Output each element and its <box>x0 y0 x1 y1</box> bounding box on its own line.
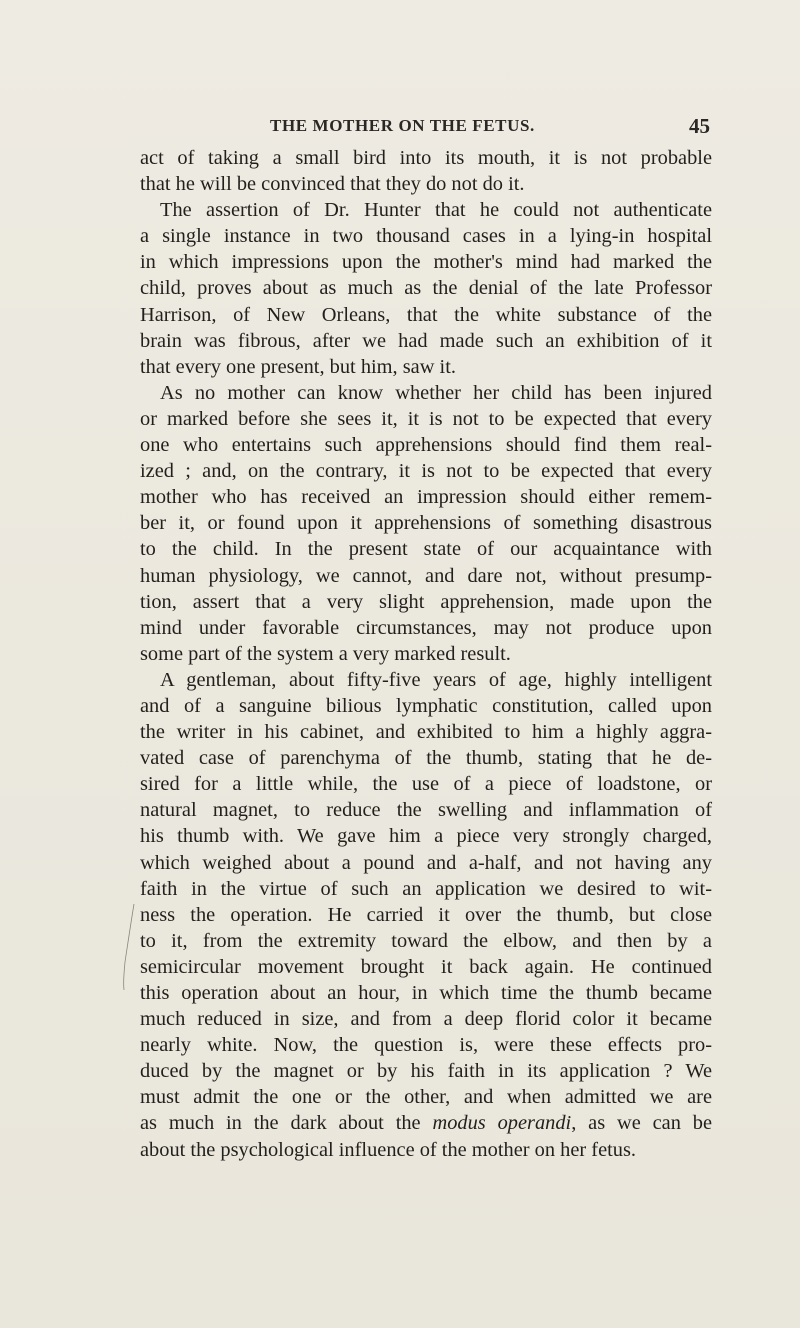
text-line-33: much reduced in size, and from a deep florid color it became <box>140 1008 712 1031</box>
text-line-37 <box>140 1110 712 1136</box>
italic-term: modus operandi <box>432 1112 572 1135</box>
text-line-35: duced by the magnet or by his faith in its application ? We <box>140 1060 712 1083</box>
text-line-4: in which impressions upon the mother's mind had marked the <box>140 251 712 274</box>
text-line-38: about the psychological influence of the mother on her fetus. <box>140 1138 637 1161</box>
text-line-29: ness the operation. He carried it over the thumb, but close <box>140 903 712 926</box>
text-line-19: some part of the system a very marked result. <box>140 642 511 665</box>
text-line-34: nearly white. Now, the question is, were these effects pro- <box>140 1034 712 1057</box>
text-line-7: brain was fibrous, after we had made such an exhibition of it <box>140 329 712 352</box>
text-line-16: human physiology, we cannot, and dare not, without presump- <box>140 564 712 587</box>
text-line-30: to it, from the extremity toward the elbow, and then by a <box>140 929 712 952</box>
text-line-10: or marked before she sees it, it is not to be expected that every <box>140 407 712 430</box>
text-line-0: act of taking a small bird into its mouth, it is not probable <box>140 147 712 169</box>
text-line-3: a single instance in two thousand cases in a lying-in hospital <box>140 225 712 248</box>
text-line-13: mother who has received an impression should either remem- <box>140 486 712 509</box>
text-line-27: which weighed about a pound and a-half, and not having any <box>140 851 712 874</box>
body-text <box>140 145 712 1163</box>
text-line-17: tion, assert that a very slight apprehension, made upon the <box>140 590 712 613</box>
text-line-32: this operation about an hour, in which time the thumb became <box>140 982 712 1004</box>
text-line-15: to the child. In the present state of our acquaintance with <box>140 538 712 561</box>
text-line-6: Harrison, of New Orleans, that the white substance of the <box>140 303 712 326</box>
text-line-21: and of a sanguine bilious lymphatic constitution, called upon <box>140 694 712 717</box>
text-line-31: semicircular movement brought it back again. He continued <box>140 955 712 978</box>
text-line-24: sired for a little while, the use of a piece of loadstone, or <box>140 773 712 796</box>
text-fragment: , as we can be <box>571 1112 713 1135</box>
text-line-25: natural magnet, to reduce the swelling and inflammation of <box>140 799 712 822</box>
text-line-9: As no mother can know whether her child has been injured <box>160 381 712 404</box>
pencil-mark <box>122 902 136 992</box>
text-line-36: must admit the one or the other, and when admitted we are <box>140 1086 712 1109</box>
text-line-26: his thumb with. We gave him a piece very strongly charged, <box>140 825 712 848</box>
text-line-28: faith in the virtue of such an application we desired to wit- <box>140 877 712 900</box>
page-header <box>140 114 710 140</box>
text-line-23: vated case of parenchyma of the thumb, stating that he de- <box>140 747 712 770</box>
text-line-18: mind under favorable circumstances, may not produce upon <box>140 616 712 639</box>
text-line-11: one who entertains such apprehensions should find them real- <box>140 434 712 457</box>
text-line-8: that every one present, but him, saw it. <box>140 355 456 378</box>
text-fragment: as much in the dark about the <box>140 1112 433 1135</box>
text-line-20: A gentleman, about fifty-five years of age, highly intelligent <box>160 668 712 691</box>
text-line-14: ber it, or found upon it apprehensions of something disastrous <box>140 512 712 535</box>
page-number: 45 <box>689 114 710 138</box>
text-line-12: ized ; and, on the contrary, it is not to be expected that every <box>140 460 712 483</box>
text-line-5: child, proves about as much as the denial of the late Professor <box>140 277 712 300</box>
text-line-2: The assertion of Dr. Hunter that he could not authenticate <box>160 199 712 222</box>
text-line-1: that he will be convinced that they do not do it. <box>140 173 525 196</box>
text-line-22: the writer in his cabinet, and exhibited to him a highly aggra- <box>140 721 712 744</box>
running-title: THE MOTHER ON THE FETUS. <box>270 116 535 135</box>
